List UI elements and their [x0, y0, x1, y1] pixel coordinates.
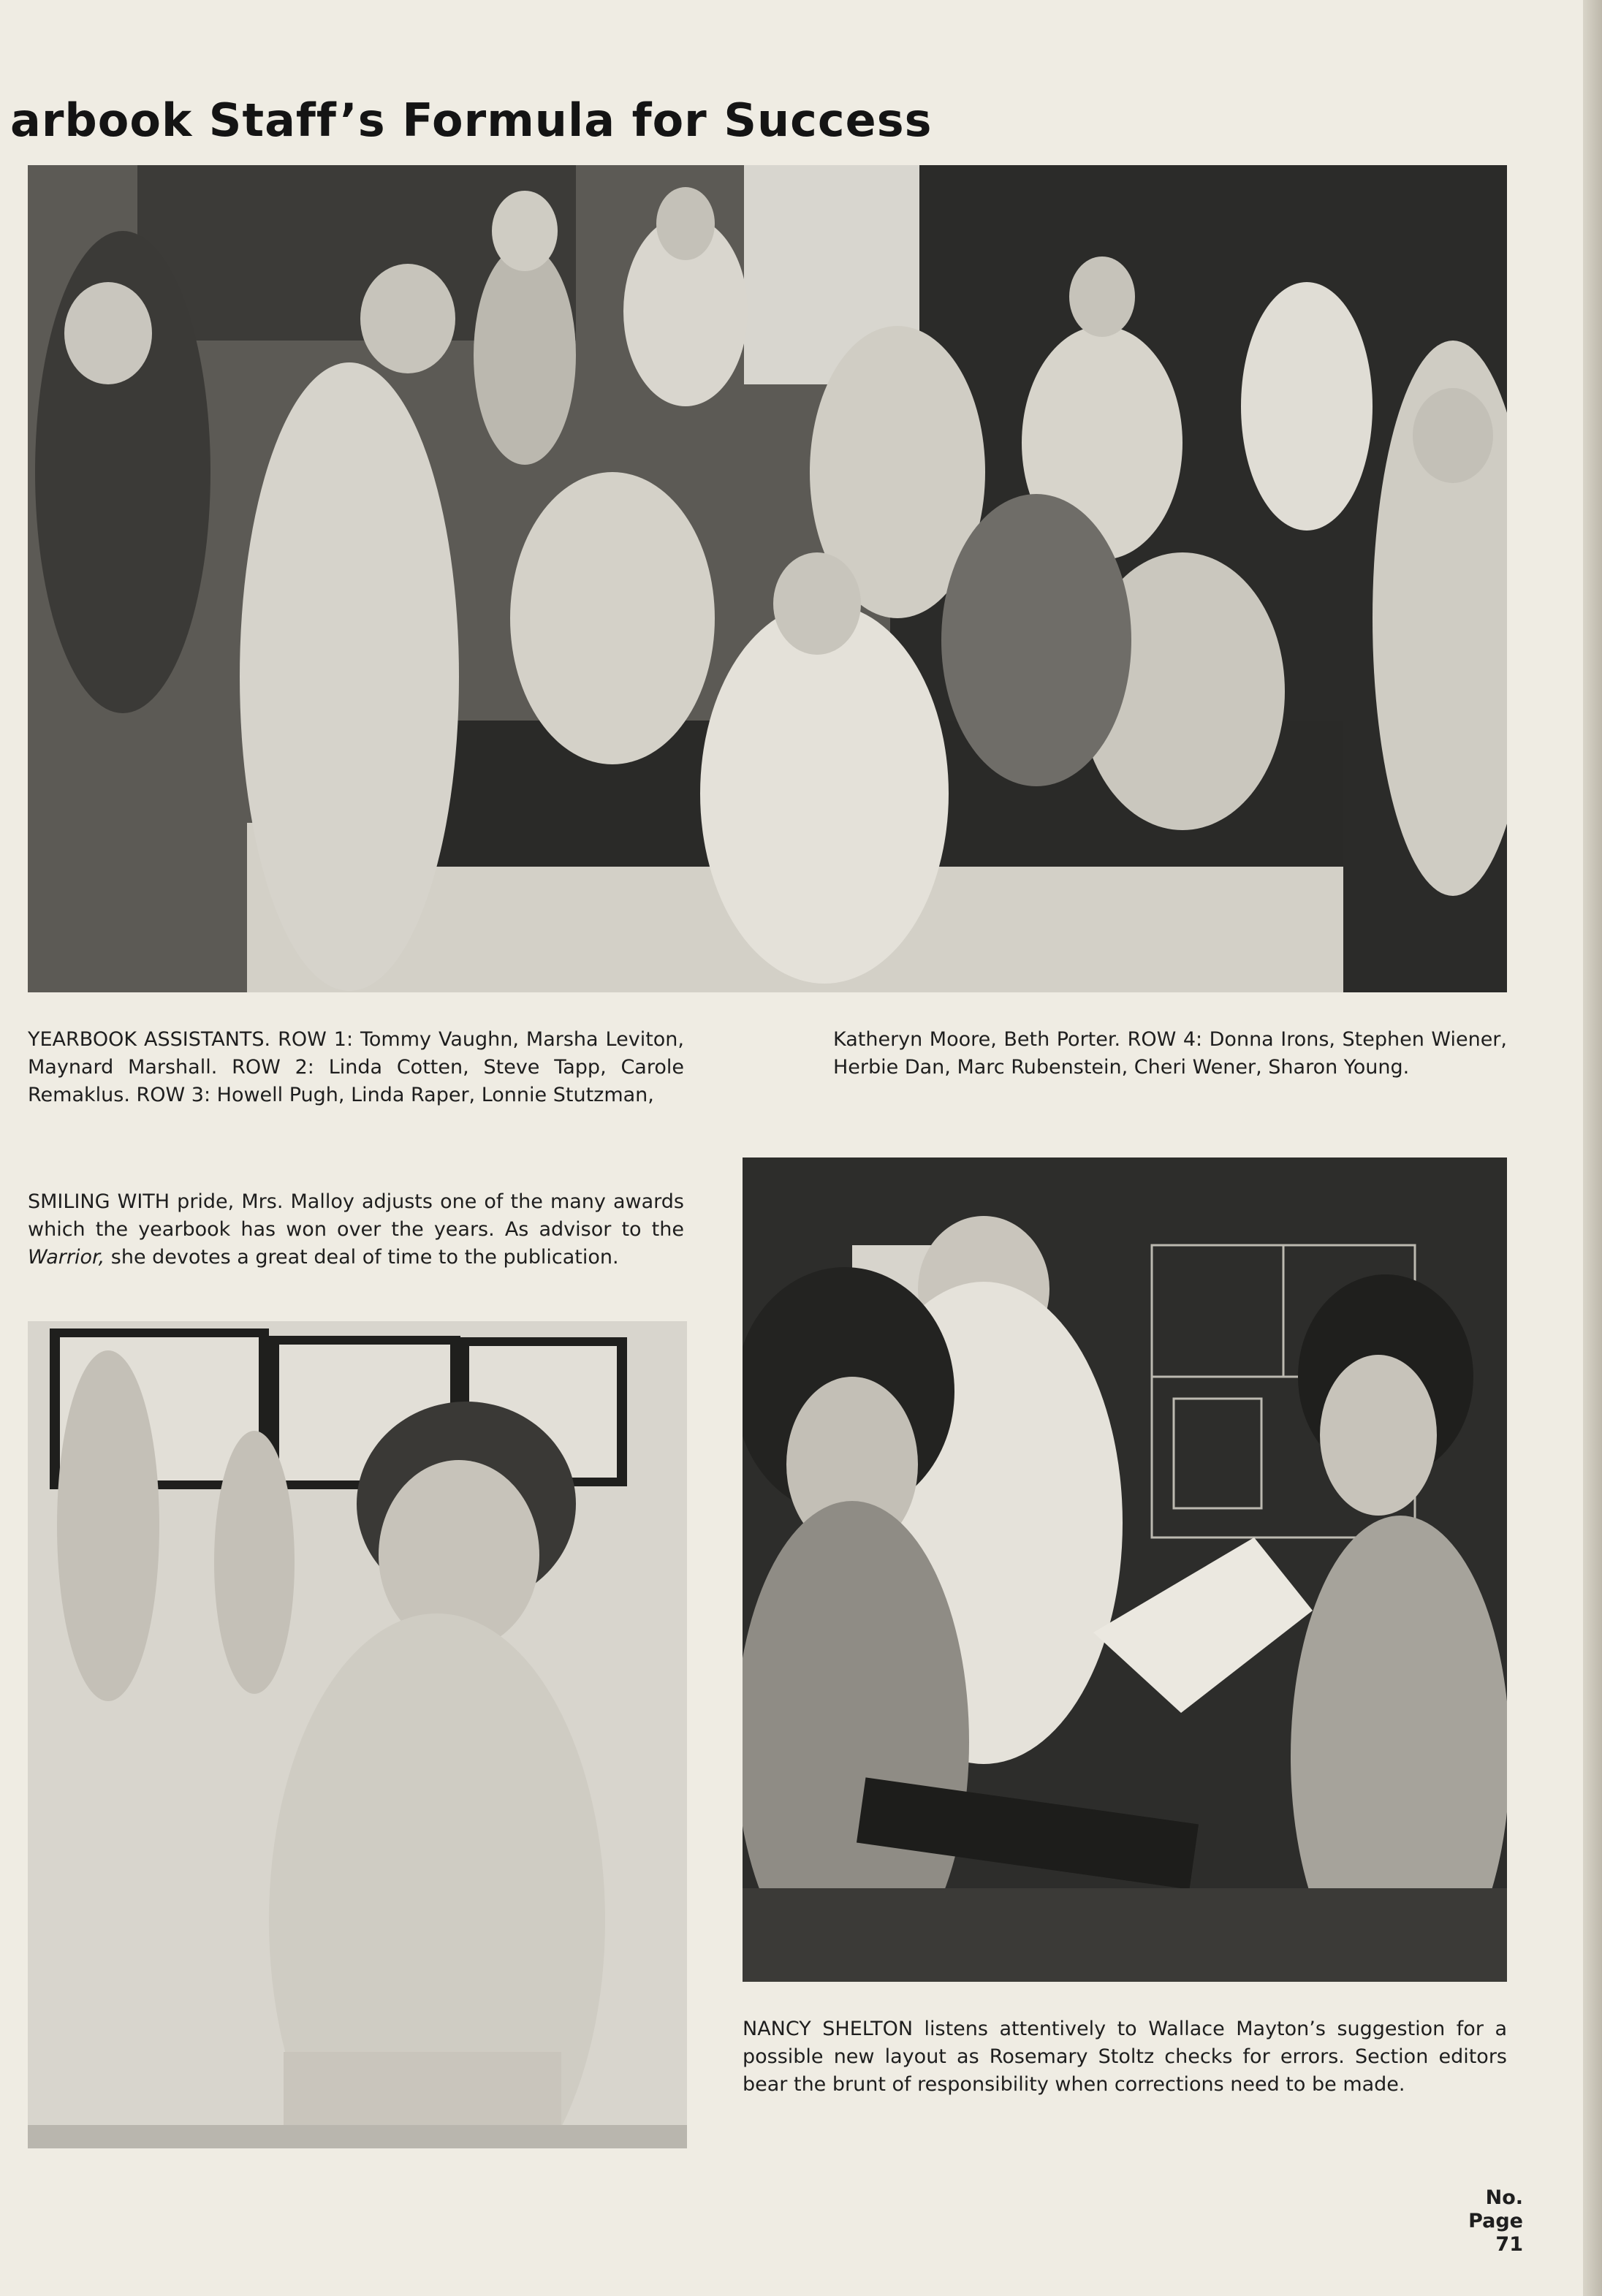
page-number [1468, 2186, 1523, 2257]
advisor-photo [28, 1321, 687, 2148]
advisor-caption-text-end: she devotes a great deal of time to the publication. [105, 1246, 619, 1269]
advisor-caption-text: SMILING WITH pride, Mrs. Malloy adjusts one of the many awards which the yearbook has won over the years. As advisor to the [28, 1190, 684, 1241]
advisor-photo-art [28, 1321, 687, 2148]
page-number-label-page: Page [1468, 2210, 1523, 2232]
page-number-label-no: No. [1485, 2186, 1523, 2209]
page-headline: arbook Staff’s Formula for Success [10, 94, 933, 147]
advisor-caption [28, 1188, 684, 1271]
staff-group-photo-art [28, 165, 1507, 992]
page-edge [1583, 0, 1602, 2296]
staff-group-photo [28, 165, 1507, 992]
assistants-caption-col1: YEARBOOK ASSISTANTS. ROW 1: Tommy Vaughn, Marsha Leviton, Maynard Marshall. ROW 2: Linda Cotten, Steve Tapp, Carole Remaklus. ROW 3: Howell Pugh, Linda Raper, Lonnie Stutzman, [28, 1028, 684, 1106]
page-number-value: 71 [1495, 2233, 1523, 2256]
assistants-caption-col2: Katheryn Moore, Beth Porter. ROW 4: Donna Irons, Stephen Wiener, Herbie Dan, Marc Rubenstein, Cheri Wener, Sharon Young. [833, 1028, 1507, 1079]
editors-photo [743, 1157, 1507, 1982]
advisor-caption-italic: Warrior, [28, 1246, 105, 1269]
editors-photo-art [743, 1157, 1507, 1982]
editors-caption: NANCY SHELTON listens attentively to Wallace Mayton’s suggestion for a possible new layout as Rosemary Stoltz checks for errors. Section editors bear the brunt of responsibility when corrections need to be made. [743, 2018, 1507, 2096]
